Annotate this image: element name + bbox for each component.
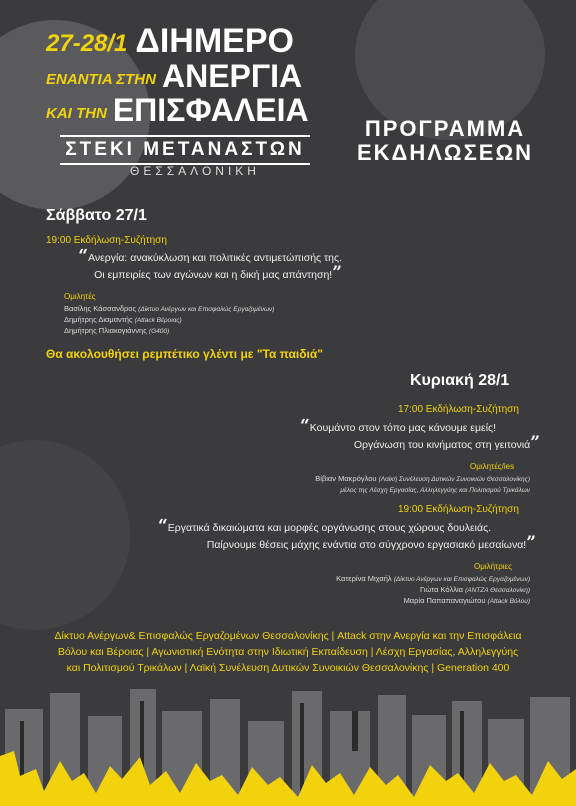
title-word-1: ΔΙΗΜΕΡΟ — [135, 22, 294, 60]
sunday-event1-time: 17:00 Εκδήλωση-Συζήτηση — [398, 404, 519, 415]
venue-city: ΘΕΣΣΑΛΟΝΙΚΗ — [130, 164, 260, 178]
sunday-event2-quote-line-2: Παίρνουμε θέσεις μάχης ενάντια στο σύγχρονο εργασιακό μεσαίωνα! — [206, 539, 527, 551]
speaker-item: Μαρία Παπαπαναγιώτου (Attack Βόλου) — [403, 596, 530, 605]
close-quote-icon: ” — [332, 263, 342, 283]
speaker-item: Βίβιαν Μακρόγλου (Λαϊκή Συνέλευση Δυτικών Συνοικιών Θεσσαλονίκης) — [315, 474, 530, 483]
close-quote-icon: ” — [526, 533, 536, 553]
title-word-2: ΑΝΕΡΓΙΑ — [161, 58, 303, 94]
speaker-item: Βασίλης Κάσσανδρος (Δίκτυο Ανέργων και Επισφαλώς Εργαζομένων) — [64, 304, 275, 313]
title-prefix-3: ΚΑΙ ΤΗΝ — [46, 105, 107, 122]
open-quote-icon: “ — [300, 416, 310, 436]
sunday-event1-quote-line-2: Οργάνωση του κινήματος στη γειτονιά — [353, 439, 531, 451]
sunday-event2-speakers-label: Ομιλήτριες — [474, 562, 512, 571]
open-quote-icon: “ — [78, 246, 89, 266]
saturday-followup: Θα ακολουθήσει ρεμπέτικο γλέντι με "Τα παιδιά" — [46, 347, 323, 361]
organizers-line-3: και Πολιτισμού Τρικάλων | Λαϊκή Συνέλευση Δυτικών Συνοικιών Θεσσαλονίκης | Generation 400 — [66, 662, 510, 674]
saturday-quote-line-2: Οι εμπειρίες των αγώνων και η δική μας απάντηση! — [94, 269, 333, 281]
speaker-item: Κατερίνα Μιχαήλ (Δίκτυο Ανέργων και Επισφαλώς Εργαζομένων) — [336, 574, 530, 583]
sunday-event2-time: 19:00 Εκδήλωση-Συζήτηση — [398, 504, 519, 515]
saturday-heading: Σάββατο 27/1 — [46, 207, 147, 224]
saturday-quote — [52, 246, 342, 283]
title-block — [46, 24, 316, 126]
programme-heading — [350, 117, 540, 165]
venue-name: ΣΤΕΚΙ ΜΕΤΑΝΑΣΤΩΝ — [60, 135, 310, 165]
sunday-event1-quote — [300, 416, 540, 453]
title-word-3: ΕΠΙΣΦΑΛΕΙΑ — [112, 92, 309, 128]
organizers-list — [10, 628, 566, 676]
saturday-event-time: 19:00 Εκδήλωση-Συζήτηση — [46, 235, 167, 246]
saturday-quote-line-1: Ανεργία: ανακύκλωση και πολιτικές αντιμετώπισής της. — [88, 252, 342, 264]
event-dates: 27-28/1 — [46, 30, 128, 57]
organizers-line-2: Βόλου και Βέροιας | Αγωνιστική Ενότητα στην Ιδιωτική Εκπαίδευση | Λέσχη Εργασίας, Αλληλεγγύης — [57, 646, 519, 658]
sunday-event1-speakers — [240, 474, 530, 496]
sunday-event1-quote-line-1: Κουμάντο στον τόπο μας κάνουμε εμείς! — [309, 422, 497, 434]
saturday-speakers-list — [64, 304, 344, 337]
title-prefix-2: ΕΝΑΝΤΙΑ ΣΤΗΝ — [46, 71, 156, 88]
sunday-event2-quote — [158, 516, 536, 553]
close-quote-icon: ” — [530, 433, 540, 453]
speaker-item: Δημήτρης Διαμαντής (Attack Βέροιας) — [64, 315, 182, 324]
sunday-heading: Κυριακή 28/1 — [410, 372, 510, 389]
saturday-speakers-label: Ομιλητές — [64, 292, 96, 301]
open-quote-icon: “ — [158, 516, 168, 536]
sunday-event2-quote-line-1: Εργατικά δικαιώματα και μορφές οργάνωσης στους χώρους δουλειάς. — [167, 522, 492, 534]
speaker-item: μέλος της Λέσχη Εργασίας, Αλληλεγγύης και Πολιτισμού Τρικάλων — [340, 487, 530, 494]
programme-line-2: ΕΚΔΗΛΩΣΕΩΝ — [357, 140, 533, 165]
city-skyline-illustration — [0, 681, 576, 806]
organizers-line-1: Δίκτυο Ανέργων& Επισφαλώς Εργαζομένων Θεσσαλονίκης | Attack στην Ανεργία και την Επισφάλεια — [54, 630, 522, 642]
sunday-event2-speakers — [240, 574, 530, 607]
speaker-item: Γιώτα Κόλλια (ΑΝΤΖΑ Θεσσαλονίκη) — [420, 585, 530, 594]
speaker-item: Δημήτρης Πλιακογιάννης (G400) — [64, 326, 170, 335]
sunday-event1-speakers-label: Ομιλητές/ies — [470, 462, 515, 471]
gear-decoration-bottom — [0, 440, 130, 630]
programme-line-1: ΠΡΟΓΡΑΜΜΑ — [364, 116, 526, 141]
